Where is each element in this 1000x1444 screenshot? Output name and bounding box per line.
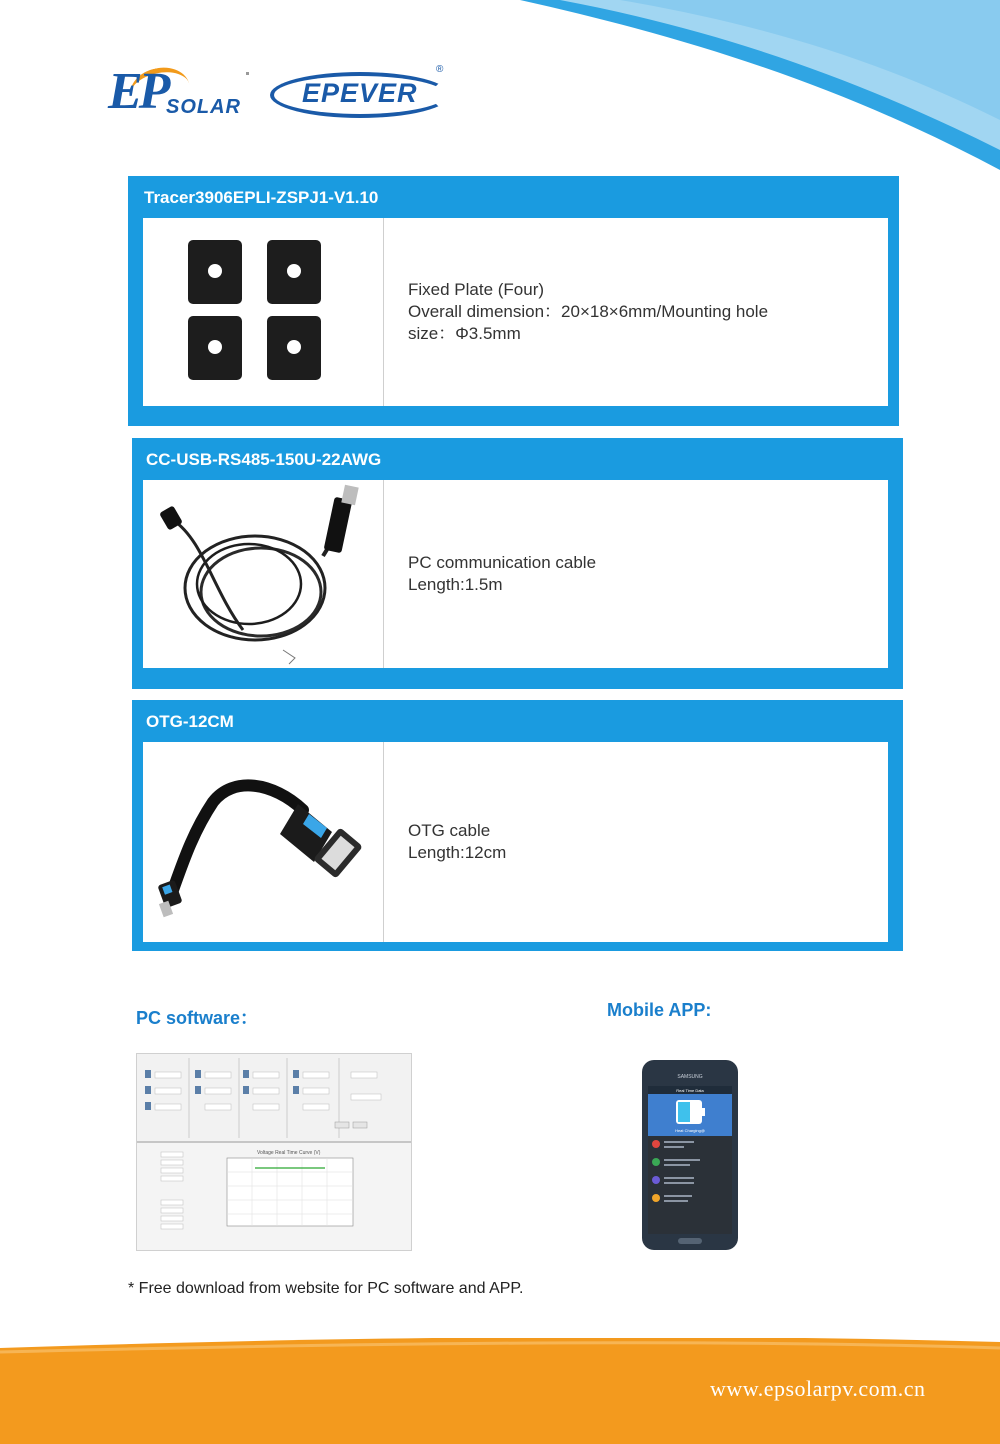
logo-solar-text: SOLAR [166,96,241,118]
pc-software-image [137,1054,411,1250]
desc-line: Length:1.5m [408,575,503,594]
epever-logo [270,64,450,120]
mobile-app-screenshot [640,1058,750,1254]
download-note: * Free download from website for PC software and APP. [128,1280,524,1297]
website-url[interactable]: www.epsolarpv.com.cn [710,1376,926,1401]
phone-image [640,1058,750,1254]
usb-cable-image [143,480,383,668]
pc-chart-title: Voltage Real Time Curve (V) [257,1150,321,1156]
section-description [384,742,506,942]
section-body [143,480,888,668]
plate-image [188,240,242,304]
product-section-usb-cable [132,438,903,689]
phone-status: Heat Charging@ [675,1128,705,1133]
logo-registered-mark: ® [436,64,444,75]
product-section-otg-cable [132,700,903,951]
plate-image [267,316,321,380]
desc-line: OTG cable [408,821,491,840]
pc-software-screenshot [136,1053,412,1251]
mobile-app-heading: Mobile APP: [607,1000,712,1020]
usb-cable-photo [143,480,384,668]
pc-software-heading: PC software： [136,1008,259,1028]
section-title: CC-USB-RS485-150U-22AWG [146,450,382,469]
logo-ep-text: EP [108,63,167,120]
section-title: Tracer3906EPLI-ZSPJ1-V1.10 [144,188,379,207]
section-description [384,480,596,668]
desc-line: size：Φ3.5mm [408,324,521,343]
section-body [143,218,888,406]
plate-image [267,240,321,304]
desc-line: Overall dimension：20×18×6mm/Mounting hole [408,302,769,321]
logo-epever-text: EPEVER [302,78,418,108]
desc-line: PC communication cable [408,553,597,572]
logo-separator [246,72,249,75]
epsolar-logo [108,62,258,126]
phone-screen-title: Real Time Data [676,1088,704,1093]
plate-image [188,316,242,380]
product-section-fixed-plate [128,176,899,426]
otg-cable-image [143,742,383,942]
fixed-plate-photo [143,218,384,406]
section-description [384,218,768,406]
otg-cable-photo [143,742,384,942]
section-title: OTG-12CM [146,712,234,731]
section-body [143,742,888,942]
phone-brand: SAMSUNG [677,1074,703,1080]
desc-line: Length:12cm [408,843,507,862]
desc-line: Fixed Plate (Four) [408,280,545,299]
